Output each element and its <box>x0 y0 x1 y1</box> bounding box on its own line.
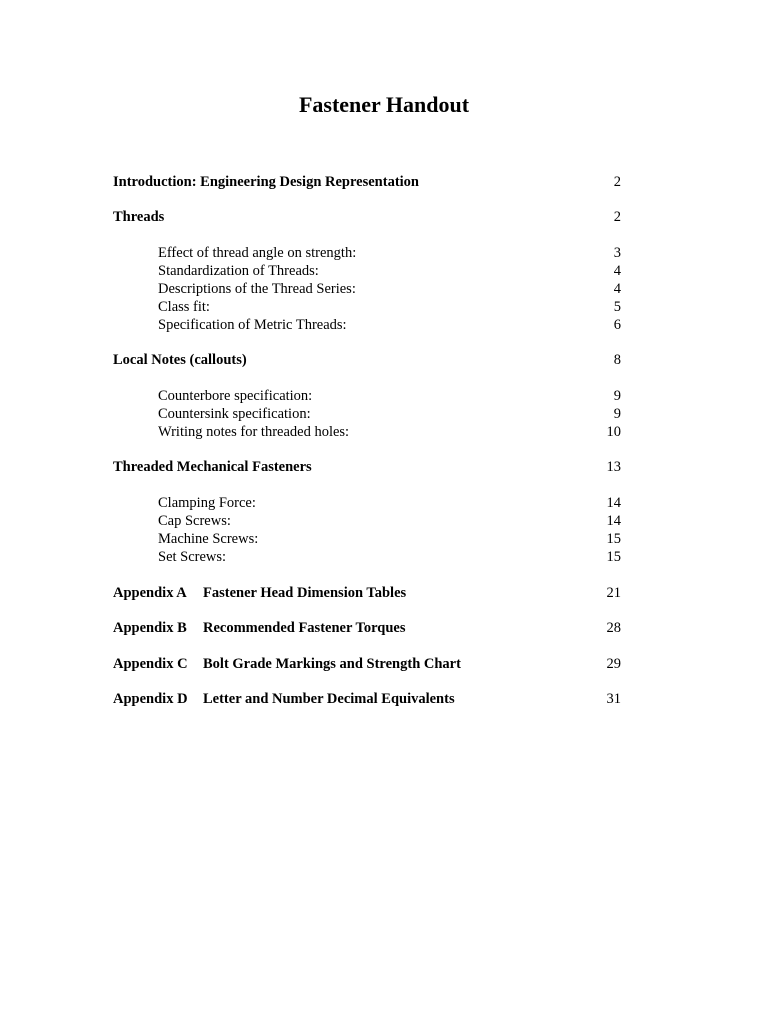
toc-page-number: 4 <box>613 281 621 297</box>
toc-subentry-label: Countersink specification: <box>158 406 311 422</box>
toc-page-number: 3 <box>613 245 621 261</box>
toc-subentry[interactable] <box>158 549 621 569</box>
toc-subentry-label: Set Screws: <box>158 549 227 565</box>
toc-subentry[interactable] <box>158 495 621 515</box>
appendix-prefix: Appendix C <box>113 656 188 672</box>
toc-subentry[interactable] <box>158 513 621 533</box>
toc-page-number: 5 <box>613 299 621 315</box>
toc-subentry-label: Writing notes for threaded holes: <box>158 424 350 440</box>
toc-page-number: 2 <box>613 174 621 190</box>
toc-subentry[interactable] <box>158 424 621 444</box>
toc-entry-label: Threads <box>113 209 165 225</box>
toc-page-number: 29 <box>606 656 621 672</box>
toc-subentry-label: Cap Screws: <box>158 513 231 529</box>
toc-entry-label: Bolt Grade Markings and Strength Chart <box>203 656 461 672</box>
toc-subentry[interactable] <box>158 299 621 319</box>
toc-page-number: 6 <box>613 317 621 333</box>
toc-page-number: 13 <box>606 459 621 475</box>
toc-page-number: 8 <box>613 352 621 368</box>
toc-page-number: 9 <box>613 406 621 422</box>
toc-subentry[interactable] <box>158 263 621 283</box>
toc-page-number: 4 <box>613 263 621 279</box>
toc-subentry[interactable] <box>158 531 621 551</box>
toc-page-number: 14 <box>606 513 621 529</box>
toc-entry-label: Recommended Fastener Torques <box>203 620 406 636</box>
toc-subentry[interactable] <box>158 317 621 337</box>
toc-entry-local-notes[interactable] <box>113 352 621 372</box>
toc-entry-appendix-b[interactable] <box>113 620 621 640</box>
appendix-prefix: Appendix B <box>113 620 187 636</box>
toc-page-number: 31 <box>606 691 621 707</box>
toc-subentry[interactable] <box>158 388 621 408</box>
toc-entry-label: Letter and Number Decimal Equivalents <box>203 691 455 707</box>
toc-entry-introduction[interactable] <box>113 174 621 194</box>
toc-entry-appendix-c[interactable] <box>113 656 621 676</box>
toc-entry-threads[interactable] <box>113 209 621 229</box>
toc-subentry-label: Counterbore specification: <box>158 388 313 404</box>
toc-entry-appendix-d[interactable] <box>113 691 621 711</box>
toc-page-number: 9 <box>613 388 621 404</box>
toc-page-number: 21 <box>606 585 621 601</box>
appendix-prefix: Appendix A <box>113 585 187 601</box>
toc-subentry-label: Effect of thread angle on strength: <box>158 245 357 261</box>
appendix-prefix: Appendix D <box>113 691 188 707</box>
toc-entry-label: Fastener Head Dimension Tables <box>203 585 407 601</box>
toc-entry-label: Local Notes (callouts) <box>113 352 247 368</box>
toc-subentry-label: Class fit: <box>158 299 210 315</box>
toc-subentry[interactable] <box>158 281 621 301</box>
toc-subentry-label: Descriptions of the Thread Series: <box>158 281 356 297</box>
toc-subentry-label: Specification of Metric Threads: <box>158 317 347 333</box>
toc-subentry-label: Clamping Force: <box>158 495 256 511</box>
page-title: Fastener Handout <box>298 92 470 117</box>
toc-page-number: 14 <box>606 495 621 511</box>
toc-subentry-label: Standardization of Threads: <box>158 263 319 279</box>
toc-entry-label: Threaded Mechanical Fasteners <box>113 459 312 475</box>
toc-subentry[interactable] <box>158 406 621 426</box>
toc-page-number: 15 <box>606 549 621 565</box>
toc-entry-threaded-fasteners[interactable] <box>113 459 621 479</box>
toc-subentry-label: Machine Screws: <box>158 531 259 547</box>
toc-entry-appendix-a[interactable] <box>113 585 621 605</box>
toc-entry-label: Introduction: Engineering Design Representation <box>113 174 419 190</box>
toc-page-number: 28 <box>606 620 621 636</box>
toc-page-number: 10 <box>606 424 621 440</box>
toc-subentry[interactable] <box>158 245 621 265</box>
toc-page-number: 2 <box>613 209 621 225</box>
toc-page-number: 15 <box>606 531 621 547</box>
